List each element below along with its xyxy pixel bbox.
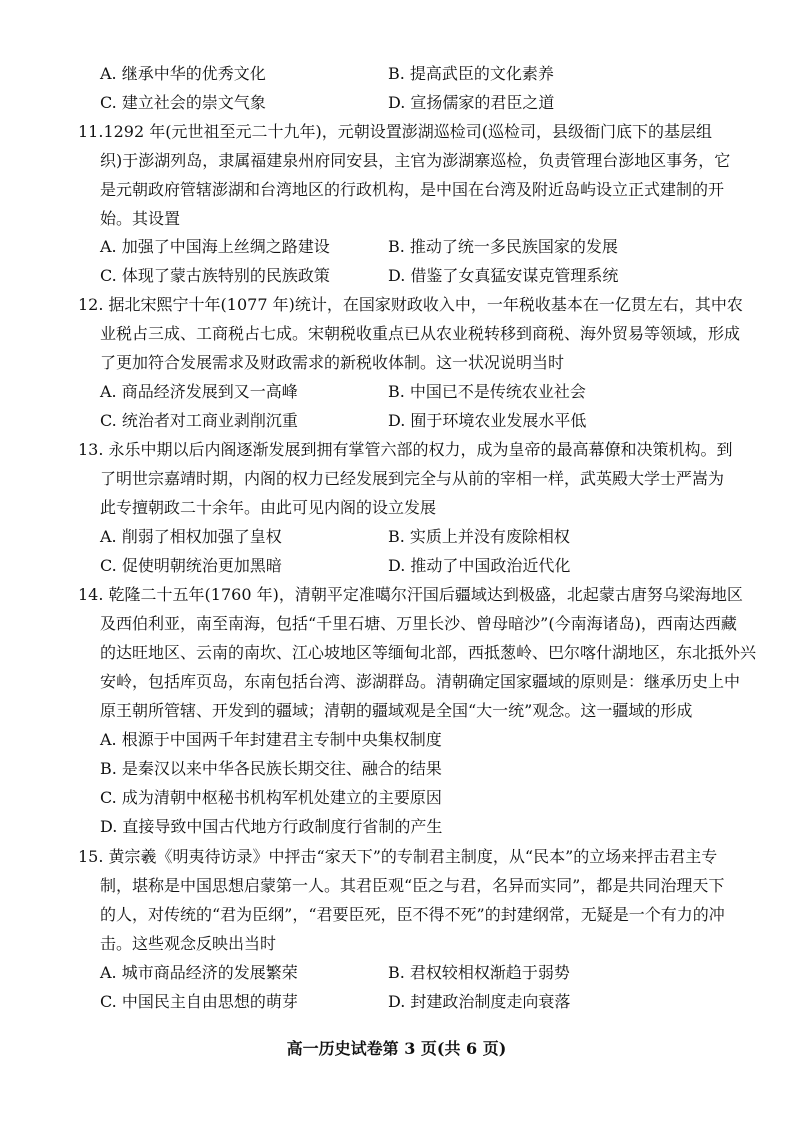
question-13-line-1: 13. 永乐中期以后内阁逐渐发展到拥有掌管六部的权力，成为皇帝的最高幕僚和决策机构。到 [78,440,733,459]
option-b[interactable]: B. 提高武臣的文化素养 [388,64,554,83]
page-footer: 高一历史试卷第 3 页(共 6 页) [286,1039,507,1058]
option-a[interactable]: A. 城市商品经济的发展繁荣 [100,963,298,982]
question-15-line-1: 15. 黄宗羲《明夷待访录》中抨击“家天下”的专制君主制度，从“民本”的立场来抨击君主专 [78,847,718,866]
question-14-line-1: 14. 乾隆二十五年(1760 年)，清朝平定准噶尔汗国后疆域达到极盛，北起蒙古唐努乌梁海地区 [78,585,743,604]
question-13-line-2: 了明世宗嘉靖时期，内阁的权力已经发展到完全与从前的宰相一样，武英殿大学士严嵩为 [100,469,725,488]
option-d[interactable]: D. 囿于环境农业发展水平低 [388,411,587,430]
option-b[interactable]: B. 是秦汉以来中华各民族长期交往、融合的结果 [100,759,442,778]
option-a[interactable]: A. 继承中华的优秀文化 [100,64,266,83]
option-d[interactable]: D. 推动了中国政治近代化 [388,556,571,575]
option-c[interactable]: C. 成为清朝中枢秘书机构军机处建立的主要原因 [100,788,442,807]
question-14-line-4: 安岭，包括库页岛，东南包括台湾、澎湖群岛。清朝确定国家疆域的原则是：继承历史上中 [100,672,741,691]
option-b[interactable]: B. 推动了统一多民族国家的发展 [388,237,618,256]
question-11-line-3: 是元朝政府管辖澎湖和台湾地区的行政机构，是中国在台湾及附近岛屿设立正式建制的开 [100,180,725,199]
question-15-line-3: 的人，对传统的“君为臣纲”，“君要臣死，臣不得不死”的封建纲常，无疑是一个有力的冲 [100,905,725,924]
option-c[interactable]: C. 统治者对工商业剥削沉重 [100,411,298,430]
option-a[interactable]: A. 根源于中国两千年封建君主专制中央集权制度 [100,730,442,749]
option-c[interactable]: C. 建立社会的崇文气象 [100,93,266,112]
option-a[interactable]: A. 削弱了相权加强了皇权 [100,527,282,546]
option-d[interactable]: D. 宣扬儒家的君臣之道 [388,93,555,112]
question-11-line-4: 始。其设置 [100,209,181,228]
option-c[interactable]: C. 促使明朝统治更加黑暗 [100,556,282,575]
option-b[interactable]: B. 君权较相权渐趋于弱势 [388,963,570,982]
question-14-line-3: 的达旺地区、云南的南坎、江心坡地区等缅甸北部，西抵葱岭、巴尔喀什湖地区，东北抵外兴 [100,643,757,662]
option-d[interactable]: D. 封建政治制度走向衰落 [388,992,571,1011]
question-15-line-4: 击。这些观念反映出当时 [100,934,277,953]
question-14-line-5: 原王朝所管辖、开发到的疆域；清朝的疆域观是全国“大一统”观念。这一疆域的形成 [100,701,693,720]
question-15-line-2: 制，堪称是中国思想启蒙第一人。其君臣观“臣之与君，名异而实同”，都是共同治理天下 [100,876,725,895]
option-d[interactable]: D. 直接导致中国古代地方行政制度行省制的产生 [100,817,443,836]
option-a[interactable]: A. 加强了中国海上丝绸之路建设 [100,237,330,256]
option-b[interactable]: B. 实质上并没有废除相权 [388,527,570,546]
option-c[interactable]: C. 中国民主自由思想的萌芽 [100,992,298,1011]
question-14-line-2: 及西伯利亚，南至南海，包括“千里石塘、万里长沙、曾母暗沙”(今南海诸岛)，西南达西藏 [100,614,737,633]
question-13-line-3: 此专擅朝政二十余年。由此可见内阁的设立发展 [100,498,437,517]
question-12-line-3: 了更加符合发展需求及财政需求的新税收体制。这一状况说明当时 [100,353,565,372]
option-c[interactable]: C. 体现了蒙古族特别的民族政策 [100,266,330,285]
option-a[interactable]: A. 商品经济发展到又一高峰 [100,382,298,401]
question-11-line-1: 11.1292 年(元世祖至元二十九年)，元朝设置澎湖巡检司(巡检司，县级衙门底下的基层组 [78,122,712,141]
question-11-line-2: 织)于澎湖列岛，隶属福建泉州府同安县，主官为澎湖寨巡检，负责管理台澎地区事务，它 [100,151,731,170]
question-12-line-1: 12. 据北宋熙宁十年(1077 年)统计，在国家财政收入中，一年税收基本在一亿贯左右，其中农 [78,295,743,314]
question-12-line-2: 业税占三成、工商税占七成。宋朝税收重点已从农业税转移到商税、海外贸易等领域，形成 [100,324,741,343]
option-b[interactable]: B. 中国已不是传统农业社会 [388,382,586,401]
option-d[interactable]: D. 借鉴了女真猛安谋克管理系统 [388,266,619,285]
